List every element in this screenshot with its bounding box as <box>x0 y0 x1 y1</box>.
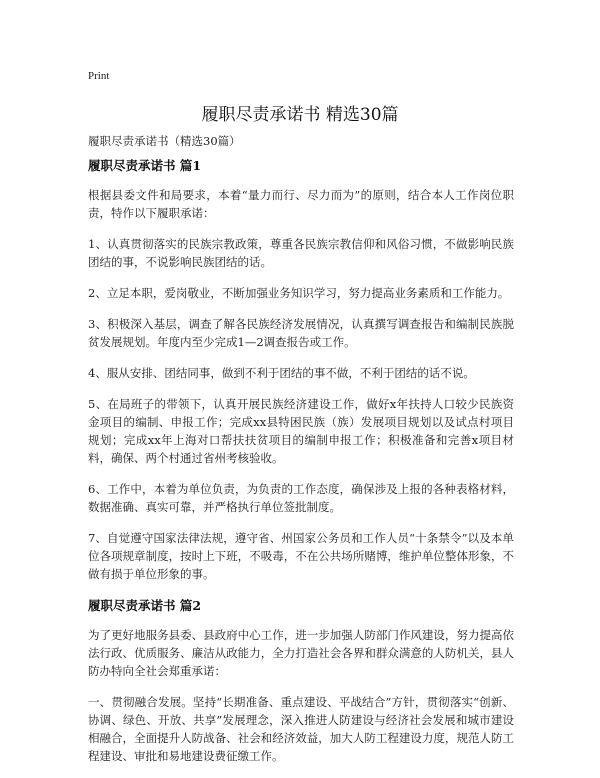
paragraph: 为了更好地服务县委、县政府中心工作，进一步加强人防部门作风建设，努力提高依法行政、优质服务、廉洁从政能力，全力打造社会各界和群众满意的人防机关，县人防办特向全社会郑重承诺： <box>88 628 514 678</box>
document-subtitle: 履职尽责承诺书（精选30篇） <box>88 134 241 148</box>
paragraph: 4、服从安排、团结同事，做到不利于团结的事不做，不利于团结的话不说。 <box>88 366 475 380</box>
paragraph: 2、立足本职，爱岗敬业，不断加强业务知识学习，努力提高业务素质和工作能力。 <box>88 286 510 300</box>
paragraph: 6、工作中，本着为单位负责，为负责的工作态度，确保涉及上报的各种表格材料，数据准确、真实可靠，并严格执行单位签批制度。 <box>88 482 514 514</box>
paragraph: 一、贯彻融合发展。坚持“长期准备、重点建设、平战结合”方针，贯彻落实“创新、协调、绿色、开放、共享”发展理念，深入推进人防建设与经济社会发展和城市建设相融合，全面提升人防战备、社会和经济效益，加大人防工程建设力度，规范人防工程建设、审批和易地建设费征缴工作。 <box>88 695 514 763</box>
paragraph: 5、在局班子的带领下，认真开展民族经济建设工作，做好x年扶持人口较少民族资金项目的编制、申报工作；完成xx县特困民族（族）发展项目规划以及试点村项目规划；完成xx年上海对口帮扶扶贫项目的编制申报工作；积极准备和完善x项目材料，确保、两个村通过省州考核验收。 <box>88 397 514 465</box>
section-heading: 履职尽责承诺书 篇2 <box>88 598 202 613</box>
paragraph: 1、认真贯彻落实的民族宗教政策，尊重各民族宗教信仰和风俗习惯，不做影响民族团结的事，不说影响民族团结的话。 <box>88 237 514 269</box>
document-title: 履职尽责承诺书 精选30篇 <box>201 105 399 125</box>
section-heading: 履职尽责承诺书 篇1 <box>88 158 202 173</box>
paragraph: 7、自觉遵守国家法律法规，遵守省、州国家公务员和工作人员“十条禁令”以及本单位各项规章制度，按时上下班，不吸毒，不在公共场所赌博，维护单位整体形象，不做有损于单位形象的事。 <box>88 531 514 581</box>
print-link[interactable]: Print <box>88 70 110 82</box>
document-body <box>88 152 514 778</box>
paragraph: 3、积极深入基层，调查了解各民族经济发展情况，认真撰写调查报告和编制民族脱贫发展规划。年度内至少完成1—2调查报告或工作。 <box>88 317 514 349</box>
paragraph: 根据县委文件和局要求，本着“量力而行、尽力而为”的原则，结合本人工作岗位职责，特作以下履职承诺： <box>88 188 514 220</box>
